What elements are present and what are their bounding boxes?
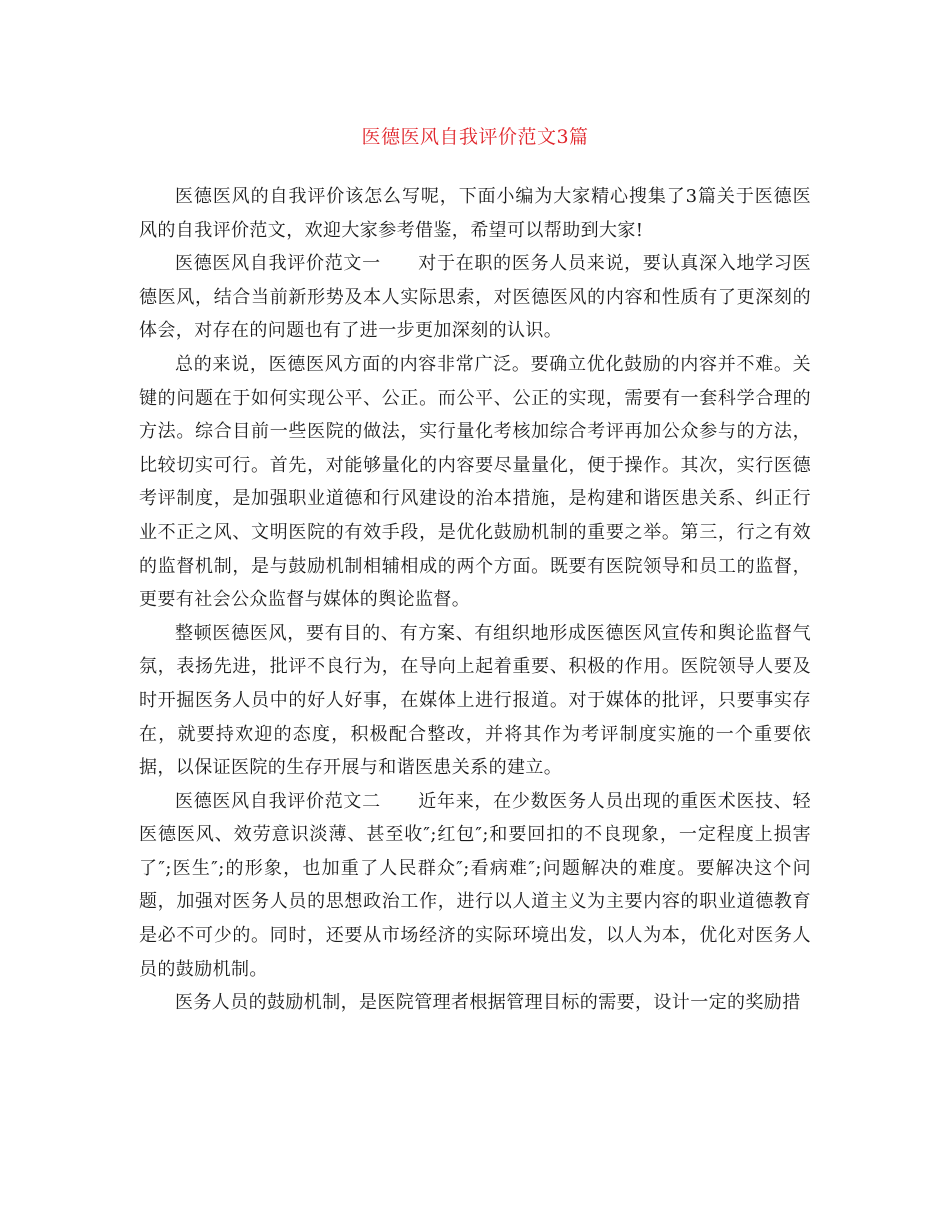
paragraph-incentive: 医务人员的鼓励机制，是医院管理者根据管理目标的需要，设计一定的奖励措 [175,992,801,1014]
paragraph-overview: 总的来说，医德医风方面的内容非常广泛。要确立优化鼓励的内容并不难。关键的问题在于如何实现公平、公正。而公平、公正的实现，需要有一套科学合理的方法。综合目前一些医院的做法，实行量化考核加综合考评再加公众参与的方法，比较切实可行。首先，对能够量化的内容要尽量量化，便于操作。其次，实行医德考评制度，是加强职业道德和行风建设的治本措施，是构建和谐医患关系、纠正行业不正之风、文明医院的有效手段，是优化鼓励机制的重要之举。第三，行之有效的监督机制，是与鼓励机制相辅相成的两个方面。既要有医院领导和员工的监督，更要有社会公众监督与媒体的舆论监督。 [139,353,811,611]
paragraph-sample-one: 医德医风自我评价范文一 对于在职的医务人员来说，要认真深入地学习医德医风，结合当前新形势及本人实际思索，对医德医风的内容和性质有了更深刻的体会，对存在的问题也有了进一步更加深刻的认识。 [139,253,811,342]
document-body [139,180,811,1020]
paragraph-intro: 医德医风的自我评价该怎么写呢，下面小编为大家精心搜集了3篇关于医德医风的自我评价范文，欢迎大家参考借鉴，希望可以帮助到大家! [139,186,811,241]
document-title: 医德医风自我评价范文3篇 [361,126,589,148]
paragraph-rectification: 整顿医德医风，要有目的、有方案、有组织地形成医德医风宣传和舆论监督气氛，表扬先进，批评不良行为，在导向上起着重要、积极的作用。医院领导人要及时开掘医务人员中的好人好事，在媒体上进行报道。对于媒体的批评，只要事实存在，就要持欢迎的态度，积极配合整改，并将其作为考评制度实施的一个重要依据，以保证医院的生存开展与和谐医患关系的建立。 [139,622,811,779]
paragraph-sample-two: 医德医风自我评价范文二 近年来，在少数医务人员出现的重医术医技、轻医德医风、效劳意识淡薄、甚至收″;红包″;和要回扣的不良现象，一定程度上损害了″;医生″;的形象，也加重了人民群众″;看病难″;问题解决的难度。要解决这个问题，加强对医务人员的思想政治工作，进行以人道主义为主要内容的职业道德教育是必不可少的。同时，还要从市场经济的实际环境出发，以人为本，优化对医务人员的鼓励机制。 [139,790,811,980]
